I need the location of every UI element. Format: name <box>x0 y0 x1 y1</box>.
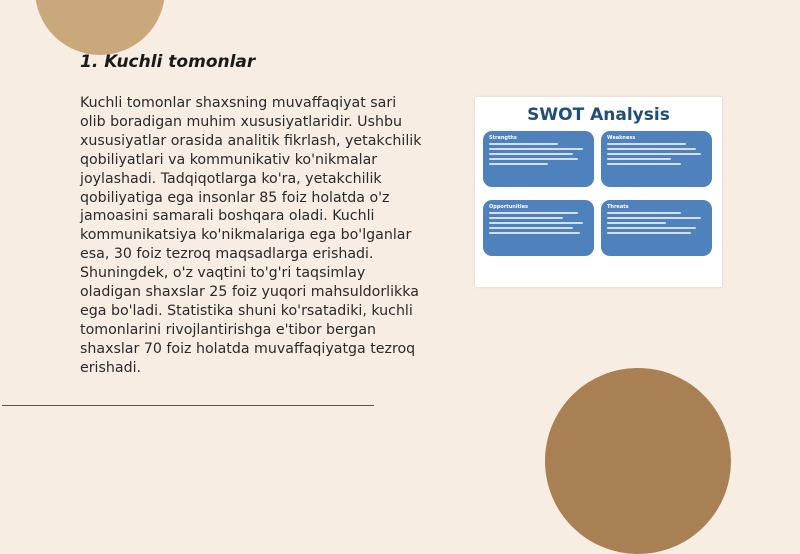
quadrant-text-lines <box>607 212 706 234</box>
swot-title: SWOT Analysis <box>527 105 670 125</box>
quadrant-label: Weakness <box>607 135 636 141</box>
swot-quadrant-opportunities <box>483 200 594 256</box>
decorative-circle-bottom <box>545 368 731 554</box>
swot-analysis-image <box>475 97 722 287</box>
quadrant-label: Threats <box>607 204 629 210</box>
quadrant-text-lines <box>489 212 588 234</box>
quadrant-label: Opportunities <box>489 204 529 210</box>
quadrant-text-lines <box>607 143 706 165</box>
quadrant-label: Strengths <box>489 135 517 141</box>
swot-quadrant-strengths <box>483 131 594 187</box>
divider-line <box>2 405 374 406</box>
swot-quadrant-threats <box>601 200 712 256</box>
quadrant-text-lines <box>489 143 588 165</box>
slide-body-text: Kuchli tomonlar shaxsning muvaffaqiyat sari olib boradigan muhim xususiyatlaridir. Ushbu xususiyatlar orasida analitik fikrlash, yetakchilik qobiliyatlari va kommunikativ ko'nikmalar joylashadi. Tadqiqotlarga ko'ra, yetakchilik qobiliyatiga ega insonlar 85 foiz holatda o'z jamoasini samarali boshqara oladi. Kuchli kommunikatsiya ko'nikmalariga ega bo'lganlar esa, 30 foiz tezroq maqsadlarga erishadi. Shuningdek, o'z vaqtini to'g'ri taqsimlay oladigan shaxslar 25 foiz yuqori mahsuldorlikka ega bo'ladi. Statistika shuni ko'rsatadiki, kuchli tomonlarini rivojlantirishga e'tibor bergan shaxslar 70 foiz holatda muvaffaqiyatga tezroq erishadi. <box>80 95 422 376</box>
decorative-circle-top <box>35 0 165 55</box>
swot-quadrant-weakness <box>601 131 712 187</box>
slide-heading: 1. Kuchli tomonlar <box>80 52 256 72</box>
